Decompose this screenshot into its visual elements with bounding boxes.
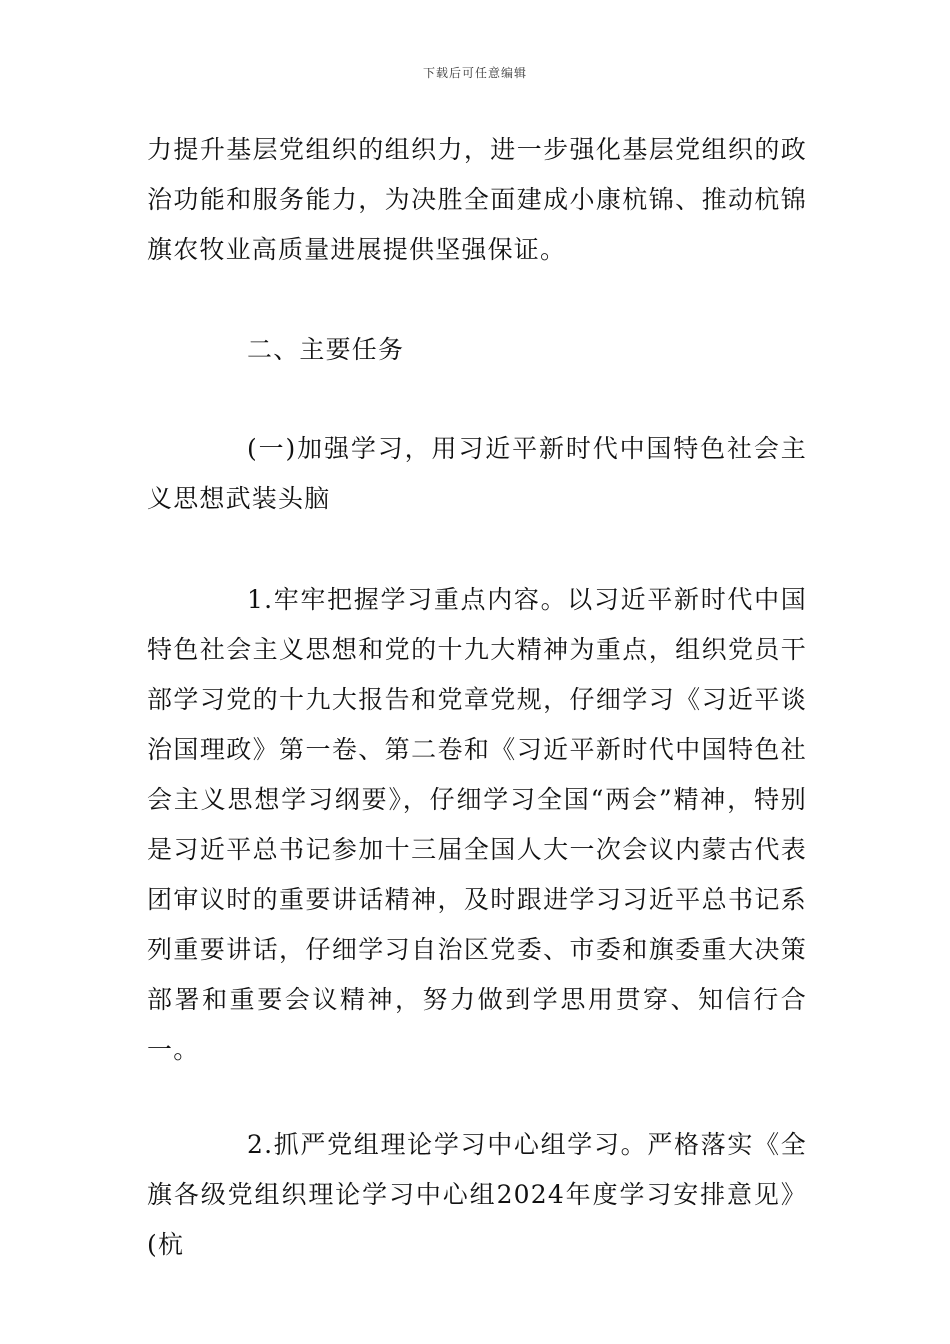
subsection-heading: (一)加强学习，用习近平新时代中国特色社会主义思想武装头脑 (147, 434, 807, 513)
list-item-1: 1.牢牢把握学习重点内容。以习近平新时代中国特色社会主义思想和党的十九大精神为重点，组织党员干部学习党的十九大报告和党章党规，仔细学习《习近平谈治国理政》第一卷、第二卷和《习近平新时代中国特色社会主义思想学习纲要》，仔细学习全国“两会”精神，特别是习近平总书记参加十三届全国人大一次会议内蒙古代表团审议时的重要讲话精神，及时跟进学习习近平总书记系列重要讲话，仔细学习自治区党委、市委和旗委重大决策部署和重要会议精神，努力做到学思用贯穿、知信行合一。 (147, 585, 807, 1064)
section-heading: 二、主要任务 (247, 335, 405, 364)
list-item-2: 2.抓严党组理论学习中心组学习。严格落实《全旗各级党组织理论学习中心组2024年度学习安排意见》(杭 (147, 1130, 807, 1259)
page-header-note: 下载后可任意编辑 (422, 66, 527, 80)
paragraph-continuation: 力提升基层党组织的组织力，进一步强化基层党组织的政治功能和服务能力，为决胜全面建成小康杭锦、推动杭锦旗农牧业高质量进展提供坚强保证。 (147, 135, 807, 264)
